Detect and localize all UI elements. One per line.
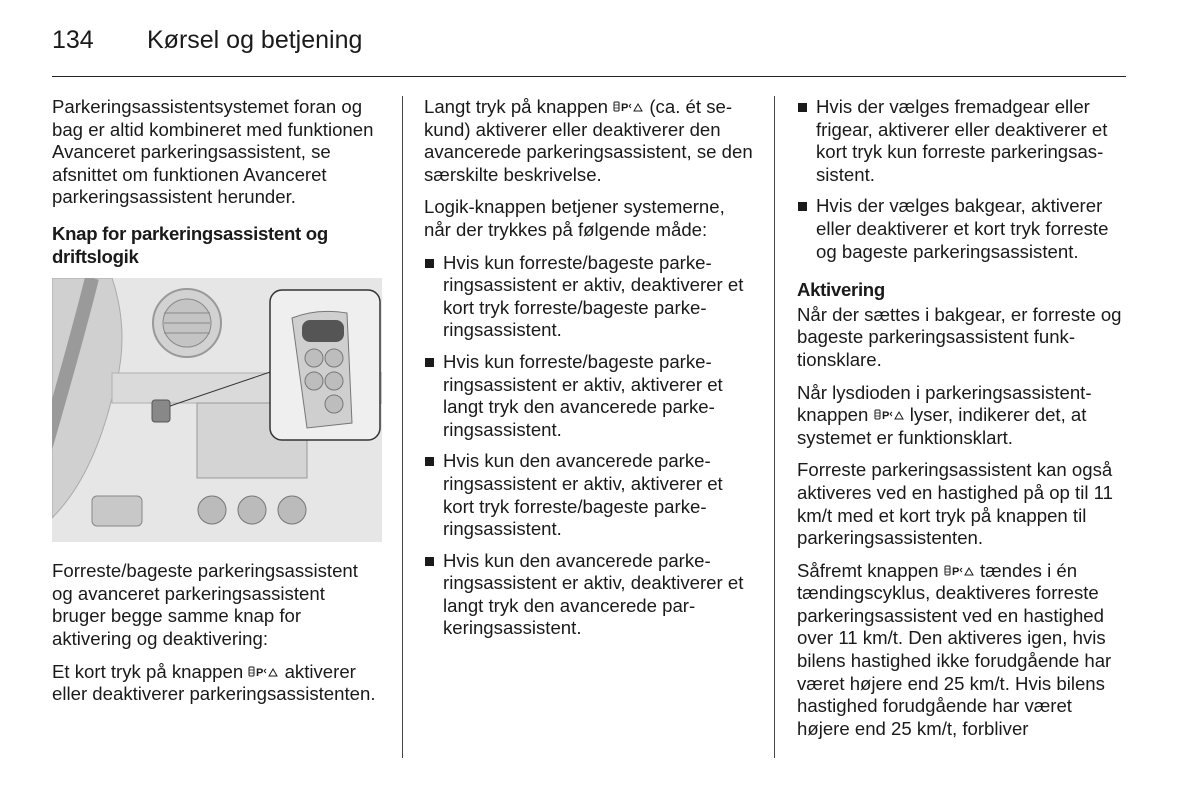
park-assist-icon <box>613 99 644 114</box>
park-assist-icon <box>874 407 905 422</box>
ignition-cycle-paragraph <box>797 560 1129 741</box>
list-item: Hvis der vælges fremadgear eller frigear, aktiverer eller deaktiverer et kort tryk kun forreste parkeringsassistent. <box>797 96 1129 186</box>
column-divider <box>774 96 775 758</box>
list-item: Hvis kun den avancerede parkeringsassistent er aktiv, aktiverer et kort tryk forreste/bageste parkeringsassistent. <box>424 450 754 540</box>
text-before-icon: Når lysdioden i parkeringsassistentknappen <box>797 381 1092 426</box>
section-subheading: Knap for parkeringsassistent og driftslogik <box>52 222 328 267</box>
text-after-icon: aktiverer eller deaktiverer parkeringsassistenten. <box>52 660 376 705</box>
list-item: Hvis kun den avancerede parkeringsassistent er aktiv, deaktiverer et langt tryk den avancerede parkeringsassistent. <box>424 550 754 640</box>
text-after-icon: (ca. ét sekund) aktiverer eller deaktiverer den avancerede parkeringsassistent, se den særskilte beskrivelse. <box>424 96 753 185</box>
list-item: Hvis kun forreste/bageste parkeringsassistent er aktiv, deaktiverer et kort tryk forreste/bageste parkeringsassistent. <box>424 252 754 342</box>
list-item: Hvis der vælges bakgear, aktiverer eller deaktiverer et kort tryk forreste og bageste parkeringsassistent. <box>797 195 1129 263</box>
dashboard-illustration <box>52 278 382 542</box>
text-after-icon: tændes i én tændingscyklus, deaktiveres forreste parkeringsassistent ved en hastighed over 11 km/t. Den aktiveres igen, hvis bilens hastighed ikke forudgående har været højere end 25 km/t. Hvis bilens hastighed forudgående har været højere end 25 km/t, forbliver <box>797 559 1112 739</box>
speed-paragraph: Forreste parkeringsassistent kan også aktiveres ved en hastighed på op til 11 km/t med et kort tryk på knappen til parkeringsassistenten. <box>797 459 1113 549</box>
park-assist-icon <box>944 563 975 578</box>
logic-bullet-list <box>424 252 754 641</box>
text-before-icon: Et kort tryk på knappen <box>52 660 244 682</box>
led-paragraph <box>797 382 1129 450</box>
text-before-icon: Langt tryk på knappen <box>424 96 609 117</box>
long-press-paragraph <box>424 96 754 186</box>
activation-paragraph: Når der sættes i bakgear, er forreste og bageste parkeringsassistent funktionsklare. <box>797 303 1122 370</box>
column-3 <box>797 96 1129 750</box>
section-subheading: Aktivering <box>797 279 885 301</box>
shared-button-paragraph: Forreste/bageste parkeringsassistent og avanceret parkeringsassistent bruger begge samme knap for aktivering og deaktivering: <box>52 560 358 649</box>
column-2 <box>424 96 754 649</box>
intro-paragraph: Parkeringsassistentsystemet foran og bag er altid kombineret med funktionen Avanceret parkeringsassistent, se afsnittet om funktionen Avanceret parkeringsassistent herunder. <box>52 96 374 208</box>
logic-paragraph: Logik-knappen betjener systemerne, når der trykkes på følgende måde: <box>424 196 725 240</box>
gear-bullet-list <box>797 96 1129 263</box>
park-assist-icon <box>248 664 279 679</box>
chapter-title: Kørsel og betjening <box>147 26 363 54</box>
page-number: 134 <box>52 26 94 54</box>
list-item: Hvis kun forreste/bageste parkeringsassistent er aktiv, aktiverer et langt tryk den avancerede parkeringsassistent. <box>424 351 754 441</box>
text-after-icon: lyser, indikerer det, at systemet er funktionsklart. <box>797 404 1087 448</box>
short-press-paragraph <box>52 661 382 706</box>
dashboard-drawing <box>52 278 382 542</box>
column-divider <box>402 96 403 758</box>
text-before-icon: Såfremt knappen <box>797 559 939 581</box>
page-header <box>52 22 1126 77</box>
column-1 <box>52 96 382 716</box>
